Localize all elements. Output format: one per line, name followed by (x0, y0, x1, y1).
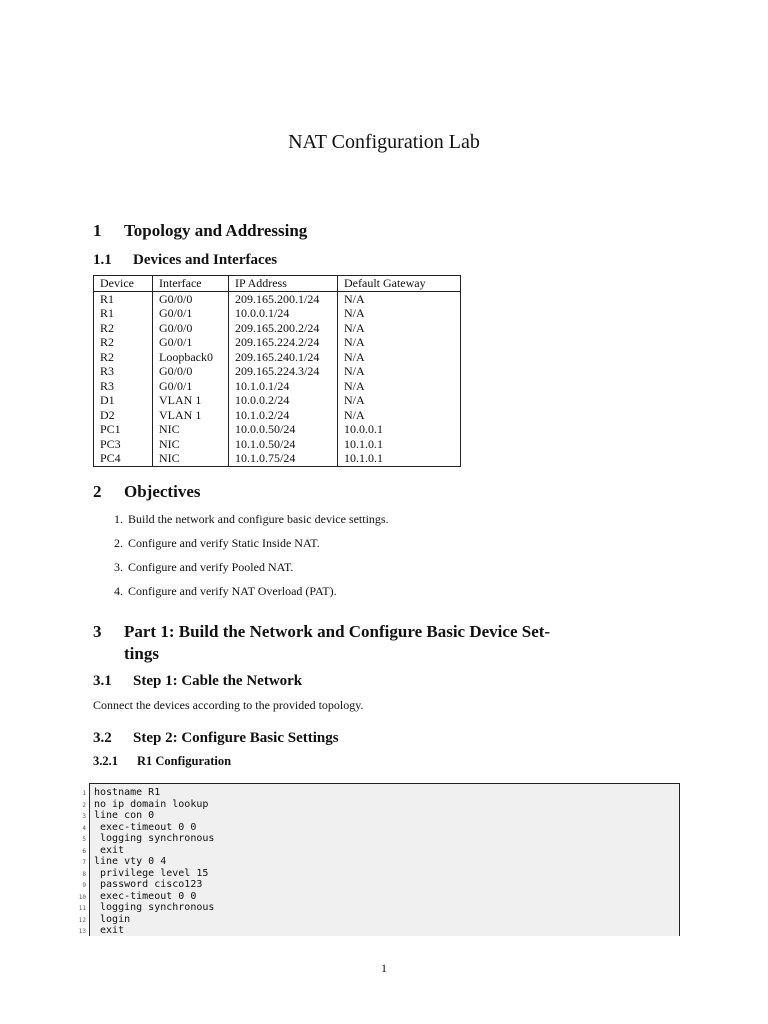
table-cell: 209.165.224.3/24 (229, 364, 338, 379)
table-cell: D1 (94, 393, 153, 408)
table-cell: 10.0.0.1 (338, 422, 461, 437)
subsection-1-1-heading (93, 252, 277, 269)
step-1-text: Connect the devices according to the provided topology. (93, 698, 364, 712)
subsubsection-title: R1 Configuration (137, 754, 232, 768)
table-cell: N/A (338, 335, 461, 350)
code-text: exit (94, 925, 125, 936)
section-title-line2: tings (124, 644, 159, 663)
table-cell: 10.1.0.1/24 (229, 379, 338, 394)
addressing-table (93, 275, 461, 467)
list-item-number: 2. (114, 536, 123, 550)
table-cell: D2 (94, 408, 153, 423)
table-cell: NIC (153, 451, 229, 466)
section-2-heading (93, 482, 200, 502)
code-text: password cisco123 (94, 879, 203, 890)
table-cell: 10.1.0.1 (338, 437, 461, 452)
column-header: Device (94, 276, 153, 292)
table-cell: R3 (94, 379, 153, 394)
code-listing (78, 783, 680, 936)
subsubsection-3-2-1-heading (93, 754, 231, 769)
code-text: exit (94, 844, 125, 856)
table-row (94, 393, 461, 408)
table-cell: NIC (153, 422, 229, 437)
line-number: 5 (82, 836, 86, 843)
section-3-heading (93, 621, 550, 665)
table-cell: N/A (338, 379, 461, 394)
table-row (94, 408, 461, 423)
table-row (94, 350, 461, 365)
subsection-title: Step 2: Configure Basic Settings (133, 730, 339, 746)
code-text: hostname R1 (94, 787, 161, 798)
table-cell: G0/0/0 (153, 321, 229, 336)
table-cell: G0/0/0 (153, 291, 229, 306)
subsection-title: Devices and Interfaces (133, 252, 278, 268)
list-item-text: Configure and verify Static Inside NAT. (128, 536, 320, 550)
code-text: line con 0 (94, 810, 155, 821)
code-text: logging synchronous (94, 833, 215, 844)
table-row (94, 437, 461, 452)
list-item-text: Configure and verify Pooled NAT. (128, 560, 294, 574)
subsection-number: 3.1 (93, 673, 112, 689)
table-cell: R1 (94, 306, 153, 321)
table-cell: 10.0.0.50/24 (229, 422, 338, 437)
line-number: 6 (82, 847, 86, 855)
page-number: 1 (381, 961, 387, 975)
table-cell: 209.165.240.1/24 (229, 350, 338, 365)
subsubsection-number: 3.2.1 (93, 754, 118, 768)
line-number: 4 (82, 824, 86, 832)
code-text: login (94, 913, 131, 925)
table-cell: R2 (94, 335, 153, 350)
line-number: 8 (82, 870, 86, 878)
code-text: exec-timeout 0 0 (94, 890, 197, 902)
line-number: 10 (78, 893, 86, 901)
section-number: 2 (93, 482, 102, 501)
list-item-number: 4. (114, 584, 123, 598)
subsection-3-2-heading (93, 730, 339, 747)
list-item-number: 3. (114, 560, 123, 574)
line-number: 7 (82, 859, 86, 866)
table-cell: 209.165.200.1/24 (229, 291, 338, 306)
list-item (93, 512, 389, 536)
table-cell: R2 (94, 321, 153, 336)
subsection-number: 3.2 (93, 730, 112, 746)
code-text: no ip domain lookup (94, 798, 209, 810)
table-cell: N/A (338, 364, 461, 379)
table-cell: NIC (153, 437, 229, 452)
table-cell: R1 (94, 291, 153, 306)
column-header: Default Gateway (338, 276, 461, 292)
list-item (93, 584, 389, 608)
section-number: 3 (93, 622, 102, 641)
table-cell: N/A (338, 408, 461, 423)
code-text: exec-timeout 0 0 (94, 821, 197, 833)
table-cell: 10.1.0.2/24 (229, 408, 338, 423)
column-header: Interface (153, 276, 229, 292)
section-1-heading (93, 221, 307, 241)
section-title: Topology and Addressing (124, 221, 308, 240)
table-cell: G0/0/1 (153, 379, 229, 394)
list-item-number: 1. (114, 512, 123, 526)
section-title-line1: Part 1: Build the Network and Configure Basic Device Set- (124, 622, 551, 641)
table-cell: 10.0.0.1/24 (229, 306, 338, 321)
document-title: NAT Configuration Lab (288, 131, 480, 153)
section-title: Objectives (124, 482, 201, 501)
table-cell: R3 (94, 364, 153, 379)
table-cell: 10.0.0.2/24 (229, 393, 338, 408)
table-cell: G0/0/1 (153, 335, 229, 350)
table-cell: N/A (338, 291, 461, 306)
table-row (94, 335, 461, 350)
subsection-title: Step 1: Cable the Network (133, 673, 303, 689)
table-cell: N/A (338, 350, 461, 365)
code-text: privilege level 15 (94, 867, 209, 879)
table-cell: N/A (338, 393, 461, 408)
subsection-3-1-heading (93, 673, 302, 690)
table-cell: PC3 (94, 437, 153, 452)
line-number: 1 (82, 790, 86, 797)
line-number: 2 (82, 801, 86, 809)
objectives-list (93, 512, 389, 608)
table-cell: N/A (338, 306, 461, 321)
table-row (94, 364, 461, 379)
column-header: IP Address (229, 276, 338, 292)
table-cell: 10.1.0.75/24 (229, 451, 338, 466)
section-number: 1 (93, 221, 102, 240)
table-row (94, 451, 461, 466)
table-cell: 209.165.224.2/24 (229, 335, 338, 350)
table-cell: N/A (338, 321, 461, 336)
table-cell: G0/0/1 (153, 306, 229, 321)
table-row (94, 321, 461, 336)
table-header-row (94, 276, 461, 292)
subsection-number: 1.1 (93, 252, 112, 268)
code-text: line vty 0 4 (94, 856, 167, 867)
table-cell: VLAN 1 (153, 408, 229, 423)
code-text: logging synchronous (94, 902, 215, 913)
table-cell: VLAN 1 (153, 393, 229, 408)
table-cell: PC1 (94, 422, 153, 437)
list-item (93, 536, 389, 560)
line-number: 12 (78, 916, 86, 924)
line-number: 11 (78, 905, 86, 912)
table-cell: 209.165.200.2/24 (229, 321, 338, 336)
table-cell: Loopback0 (153, 350, 229, 365)
list-item-text: Build the network and configure basic device settings. (128, 512, 389, 526)
line-number: 13 (78, 928, 86, 935)
line-number: 3 (82, 813, 86, 820)
table-row (94, 306, 461, 321)
list-item-text: Configure and verify NAT Overload (PAT). (128, 584, 337, 598)
table-row (94, 291, 461, 306)
table-cell: R2 (94, 350, 153, 365)
table-row (94, 379, 461, 394)
line-number: 9 (82, 882, 86, 889)
table-cell: 10.1.0.1 (338, 451, 461, 466)
list-item (93, 560, 389, 584)
table-cell: PC4 (94, 451, 153, 466)
table-cell: 10.1.0.50/24 (229, 437, 338, 452)
table-row (94, 422, 461, 437)
table-cell: G0/0/0 (153, 364, 229, 379)
